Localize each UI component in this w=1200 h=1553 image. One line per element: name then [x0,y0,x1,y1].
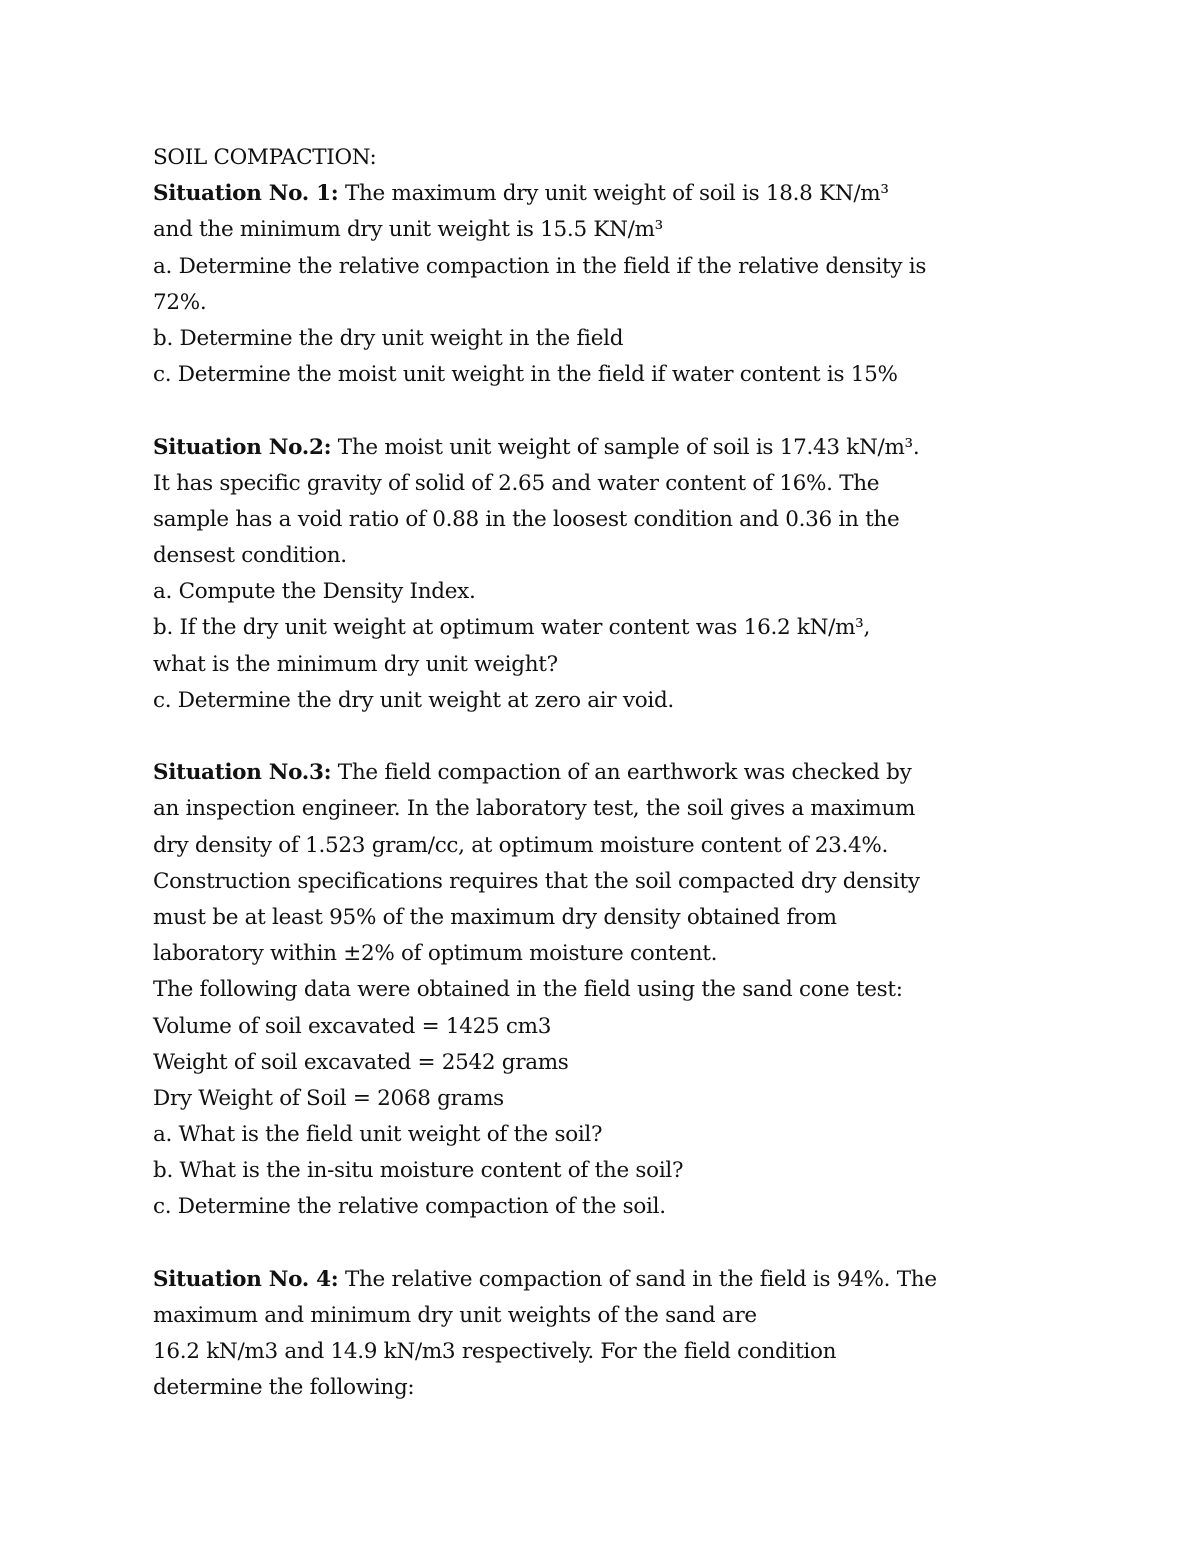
situation-4-intro [153,1262,943,1298]
situation-2-question-c: c. Determine the dry unit weight at zero air void. [153,687,674,713]
situation-4-line: 16.2 kN/m3 and 14.9 kN/m3 respectively. For the field condition [153,1339,837,1365]
paragraph-gap [153,719,943,755]
situation-2-question-b: b. If the dry unit weight at optimum water content was 16.2 kN/m³, [153,615,871,641]
situation-3-data-weight: Weight of soil excavated = 2542 grams [153,1049,569,1075]
paragraph-gap [153,393,943,429]
situation-1-question-a: a. Determine the relative compaction in the field if the relative density is [153,253,927,279]
situation-4-line: maximum and minimum dry unit weights of the sand are [153,1303,757,1328]
situation-2-line: It has specific gravity of solid of 2.65 and water content of 16%. The [153,470,880,496]
situation-1-label: Situation No. 1: [153,181,339,207]
situation-1-text: The maximum dry unit weight of soil is 18.8 KN/m³ [338,181,889,207]
situation-3-data-dry-weight: Dry Weight of Soil = 2068 grams [153,1085,504,1111]
situation-3-question-b: b. What is the in-situ moisture content of the soil? [153,1158,684,1184]
situation-2-line: sample has a void ratio of 0.88 in the loosest condition and 0.36 in the [153,506,900,532]
situation-1-question-c: c. Determine the moist unit weight in the field if water content is 15% [153,362,898,388]
situation-3-line: laboratory within ±2% of optimum moisture content. [153,941,718,967]
page-title: SOIL COMPACTION: [153,145,377,170]
situation-2-line: what is the minimum dry unit weight? [153,651,558,677]
situation-3-line: Construction specifications requires that the soil compacted dry density [153,868,920,894]
situation-3-line: dry density of 1.523 gram/cc, at optimum moisture content of 23.4%. [153,832,889,858]
situation-3-intro [153,755,943,791]
situation-3-data-volume: Volume of soil excavated = 1425 cm3 [153,1013,552,1039]
situation-4-line: determine the following: [153,1375,415,1401]
situation-2-label: Situation No.2: [153,434,332,460]
paragraph-gap [153,1226,943,1262]
situation-3-line: an inspection engineer. In the laboratory test, the soil gives a maximum [153,796,916,822]
situation-4-text: The relative compaction of sand in the field is 94%. The [338,1266,937,1292]
situation-3-label: Situation No.3: [153,760,332,786]
situation-3-question-a: a. What is the field unit weight of the soil? [153,1122,603,1148]
situation-4-label: Situation No. 4: [153,1266,339,1292]
situation-2-question-a: a. Compute the Density Index. [153,579,476,605]
situation-3-line: must be at least 95% of the maximum dry density obtained from [153,904,837,930]
situation-2-text: The moist unit weight of sample of soil is 17.43 kN/m³. [331,434,920,460]
situation-1-line: and the minimum dry unit weight is 15.5 KN/m³ [153,217,663,243]
situation-2-line: densest condition. [153,543,347,569]
situation-3-line: The following data were obtained in the field using the sand cone test: [153,977,903,1003]
situation-1-question-b: b. Determine the dry unit weight in the field [153,325,624,351]
situation-2-intro [153,430,943,466]
document-page [153,140,943,1407]
situation-3-text: The field compaction of an earthwork was checked by [331,760,912,786]
situation-1-line: 72%. [153,289,207,315]
situation-1-intro [153,176,943,212]
situation-3-question-c: c. Determine the relative compaction of the soil. [153,1194,666,1220]
